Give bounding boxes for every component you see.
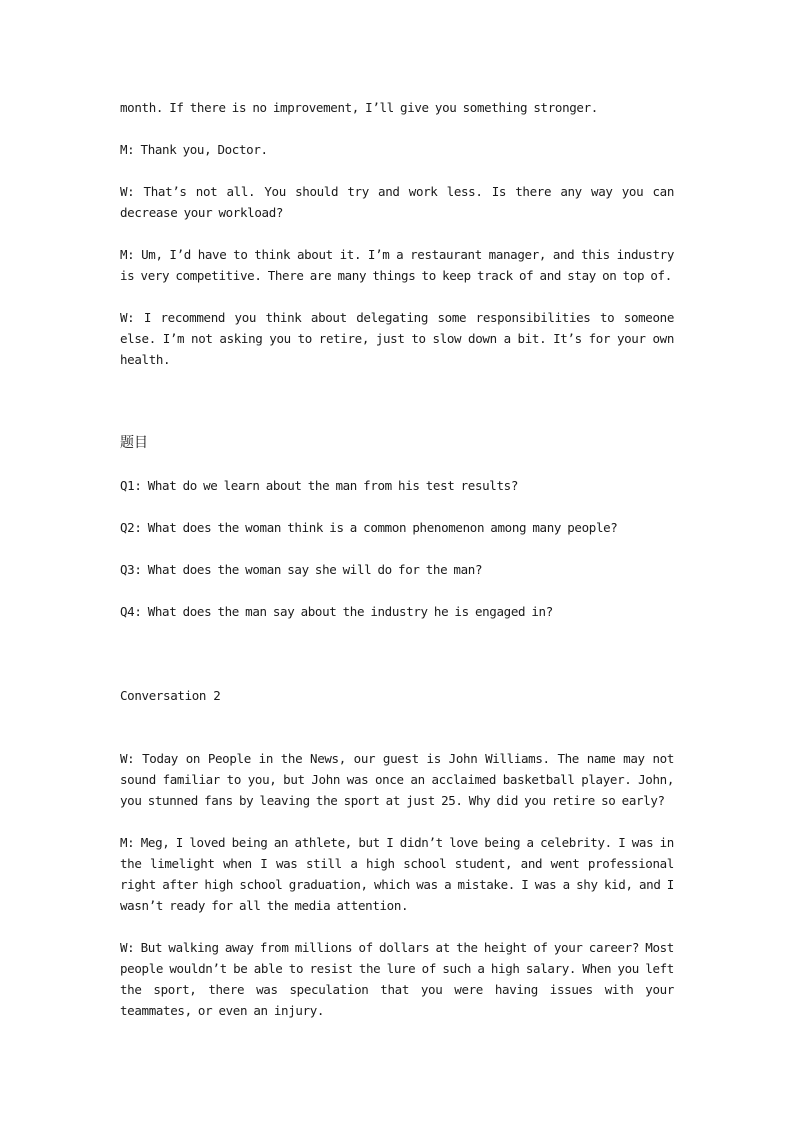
- document-page: [120, 97, 674, 1042]
- question-item: Q3: What does the woman say she will do for the man?: [120, 562, 483, 577]
- dialogue-line: W: That’s not all. You should try and work less. Is there any way you can decrease your workload?: [120, 184, 674, 220]
- dialogue-line: month. If there is no improvement, I’ll give you something stronger.: [120, 100, 598, 115]
- dialogue-line: W: Today on People in the News, our guest is John Williams. The name may not sound familiar to you, but John was once an acclaimed basketball player. John, you stunned fans by leaving the sport at just 25. Why did you retire so early?: [120, 751, 674, 808]
- dialogue-line: W: But walking away from millions of dollars at the height of your career? Most people wouldn’t be able to resist the lure of such a high salary. When you left the sport, there was speculation that you were having issues with your teammates, or even an injury.: [120, 940, 674, 1018]
- spacer: [120, 643, 674, 685]
- conversation-title: Conversation 2: [120, 688, 221, 703]
- dialogue-line: M: Um, I’d have to think about it. I’m a restaurant manager, and this industry is very competitive. There are many things to keep track of and stay on top of.: [120, 247, 674, 283]
- spacer: [120, 727, 674, 748]
- spacer: [120, 391, 674, 433]
- question-item: Q1: What do we learn about the man from his test results?: [120, 478, 519, 493]
- dialogue-line: M: Meg, I loved being an athlete, but I didn’t love being a celebrity. I was in the limelight when I was still a high school student, and went professional right after high school graduation, which was a mistake. I was a shy kid, and I wasn’t ready for all the media attention.: [120, 835, 674, 913]
- questions-heading: 题目: [120, 435, 148, 451]
- dialogue-line: W: I recommend you think about delegating some responsibilities to someone else. I’m not asking you to retire, just to slow down a bit. It’s for your own health.: [120, 310, 674, 367]
- question-item: Q2: What does the woman think is a common phenomenon among many people?: [120, 520, 618, 535]
- question-item: Q4: What does the man say about the industry he is engaged in?: [120, 604, 553, 619]
- dialogue-line: M: Thank you, Doctor.: [120, 142, 268, 157]
